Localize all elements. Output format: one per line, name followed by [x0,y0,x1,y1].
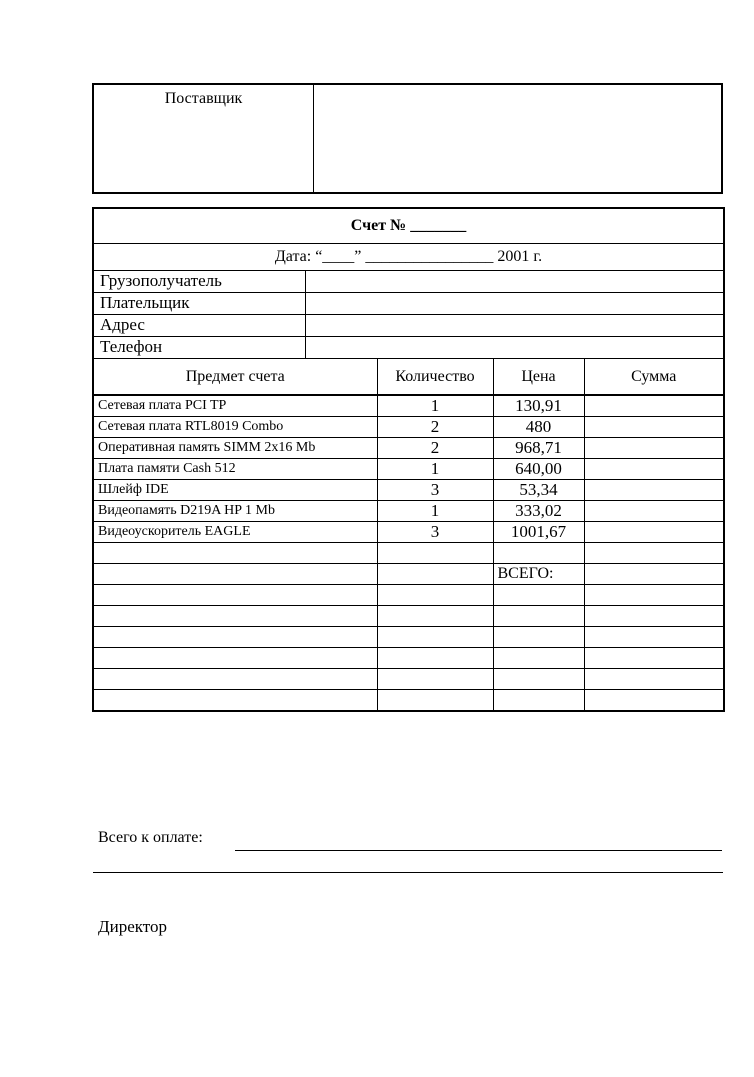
item-name: Видеопамять D219A HP 1 Mb [93,501,377,522]
item-price: 53,34 [493,480,584,501]
blank-cell [584,648,724,669]
item-row [93,438,724,459]
info-label-address: Адрес [93,315,305,337]
blank-cell [493,543,584,564]
blank-row [93,648,724,669]
item-sum [584,501,724,522]
blank-row [93,543,724,564]
item-sum [584,417,724,438]
total-label: ВСЕГО: [493,564,584,585]
column-header-item: Предмет счета [93,359,377,396]
item-qty: 1 [377,459,493,480]
total-payable-label: Всего к оплате: [98,829,203,846]
invoice-title-row [93,208,724,244]
invoice-table [92,207,725,712]
supplier-box [92,83,723,194]
blank-cell [93,690,377,712]
info-label-payer: Плательщик [93,293,305,315]
item-name: Оперативная память SIMM 2x16 Mb [93,438,377,459]
item-name: Видеоускоритель EAGLE [93,522,377,543]
invoice-title: Счет № _______ [93,208,724,244]
blank-cell [377,564,493,585]
supplier-label: Поставщик [164,90,243,107]
total-row [93,564,724,585]
item-sum [584,480,724,501]
blank-cell [93,564,377,585]
blank-row [93,690,724,712]
blank-cell [493,585,584,606]
info-value-address [305,315,724,337]
blank-cell [377,627,493,648]
blank-row [93,627,724,648]
item-qty: 3 [377,522,493,543]
blank-cell [493,690,584,712]
info-row [93,271,724,293]
blank-cell [493,606,584,627]
blank-row [93,606,724,627]
item-name: Шлейф IDE [93,480,377,501]
blank-cell [584,585,724,606]
info-row [93,315,724,337]
item-qty: 3 [377,480,493,501]
blank-cell [584,690,724,712]
item-price: 333,02 [493,501,584,522]
blank-cell [493,669,584,690]
item-qty: 2 [377,417,493,438]
info-label-phone: Телефон [93,337,305,359]
blank-cell [377,690,493,712]
blank-cell [493,648,584,669]
item-name: Сетевая плата RTL8019 Combo [93,417,377,438]
item-row [93,395,724,417]
column-header-quantity: Количество [377,359,493,396]
item-row [93,522,724,543]
item-sum [584,459,724,480]
item-row [93,459,724,480]
item-qty: 1 [377,395,493,417]
blank-cell [377,669,493,690]
item-row [93,501,724,522]
blank-cell [93,669,377,690]
item-row [93,480,724,501]
blank-cell [93,627,377,648]
blank-cell [584,543,724,564]
invoice-date-row [93,244,724,271]
column-header-price: Цена [493,359,584,396]
blank-cell [93,585,377,606]
item-row [93,417,724,438]
blank-cell [93,543,377,564]
info-label-consignee: Грузополучатель [93,271,305,293]
separator-line [93,872,723,873]
director-label: Директор [98,917,167,936]
column-header-row [93,359,724,396]
invoice-date: Дата: “____” ________________ 2001 г. [93,244,724,271]
info-row [93,337,724,359]
item-price: 480 [493,417,584,438]
blank-cell [93,648,377,669]
item-price: 640,00 [493,459,584,480]
item-sum [584,395,724,417]
blank-cell [377,543,493,564]
blank-cell [93,606,377,627]
item-price: 1001,67 [493,522,584,543]
item-name: Плата памяти Cash 512 [93,459,377,480]
column-header-sum: Сумма [584,359,724,396]
item-qty: 2 [377,438,493,459]
item-sum [584,438,724,459]
info-value-payer [305,293,724,315]
item-name: Сетевая плата PCI TP [93,395,377,417]
item-qty: 1 [377,501,493,522]
item-sum [584,522,724,543]
total-payable-line [235,850,722,851]
supplier-divider [313,85,314,192]
blank-cell [493,627,584,648]
blank-row [93,669,724,690]
item-price: 130,91 [493,395,584,417]
info-value-consignee [305,271,724,293]
info-value-phone [305,337,724,359]
blank-cell [584,606,724,627]
item-price: 968,71 [493,438,584,459]
blank-cell [377,606,493,627]
blank-cell [584,627,724,648]
blank-cell [584,669,724,690]
total-value [584,564,724,585]
blank-cell [377,585,493,606]
blank-cell [377,648,493,669]
blank-row [93,585,724,606]
info-row [93,293,724,315]
